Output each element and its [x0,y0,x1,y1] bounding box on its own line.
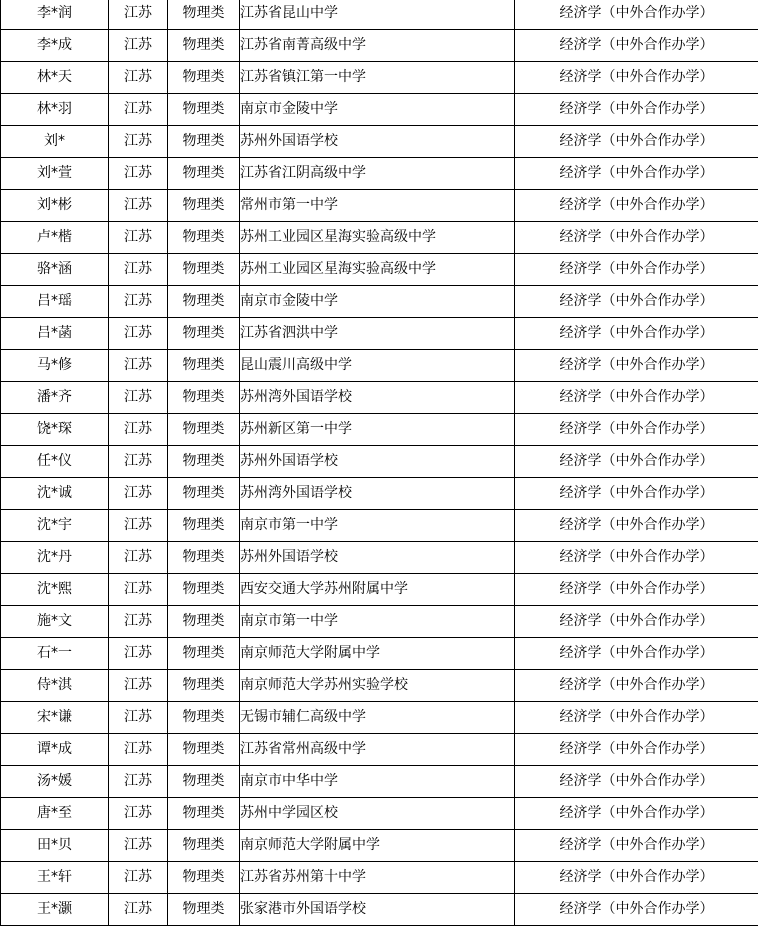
province-cell: 江苏 [109,222,168,254]
province-cell: 江苏 [109,606,168,638]
student-name-cell: 沈*宇 [1,510,109,542]
student-name-cell: 沈*丹 [1,542,109,574]
province-cell: 江苏 [109,94,168,126]
student-name-cell: 吕*瑶 [1,286,109,318]
major-cell: 经济学（中外合作办学） [515,766,758,798]
province-cell: 江苏 [109,734,168,766]
major-cell: 经济学（中外合作办学） [515,670,758,702]
major-cell: 经济学（中外合作办学） [515,414,758,446]
table-row [1,254,758,286]
subject-category-cell: 物理类 [168,254,240,286]
student-name-cell: 吕*菡 [1,318,109,350]
province-cell: 江苏 [109,542,168,574]
student-name-cell: 施*文 [1,606,109,638]
subject-category-cell: 物理类 [168,0,240,30]
province-cell: 江苏 [109,446,168,478]
high-school-cell: 南京师范大学附属中学 [240,830,515,862]
subject-category-cell: 物理类 [168,414,240,446]
high-school-cell: 江苏省苏州第十中学 [240,862,515,894]
student-name-cell: 沈*诚 [1,478,109,510]
high-school-cell: 苏州湾外国语学校 [240,382,515,414]
table-row [1,318,758,350]
table-row [1,0,758,30]
high-school-cell: 南京师范大学苏州实验学校 [240,670,515,702]
subject-category-cell: 物理类 [168,862,240,894]
major-cell: 经济学（中外合作办学） [515,158,758,190]
province-cell: 江苏 [109,382,168,414]
student-name-cell: 任*仪 [1,446,109,478]
subject-category-cell: 物理类 [168,702,240,734]
table-row [1,510,758,542]
high-school-cell: 张家港市外国语学校 [240,894,515,926]
subject-category-cell: 物理类 [168,126,240,158]
student-name-cell: 李*润 [1,0,109,30]
province-cell: 江苏 [109,830,168,862]
student-name-cell: 唐*至 [1,798,109,830]
student-name-cell: 饶*琛 [1,414,109,446]
subject-category-cell: 物理类 [168,798,240,830]
province-cell: 江苏 [109,190,168,222]
student-name-cell: 马*修 [1,350,109,382]
table-row [1,414,758,446]
high-school-cell: 苏州中学园区校 [240,798,515,830]
major-cell: 经济学（中外合作办学） [515,62,758,94]
subject-category-cell: 物理类 [168,734,240,766]
student-name-cell: 侍*淇 [1,670,109,702]
table-row [1,382,758,414]
admission-table-body [1,0,758,926]
major-cell: 经济学（中外合作办学） [515,734,758,766]
high-school-cell: 西安交通大学苏州附属中学 [240,574,515,606]
subject-category-cell: 物理类 [168,542,240,574]
high-school-cell: 苏州新区第一中学 [240,414,515,446]
high-school-cell: 江苏省昆山中学 [240,0,515,30]
table-row [1,542,758,574]
table-row [1,446,758,478]
province-cell: 江苏 [109,670,168,702]
table-row [1,190,758,222]
high-school-cell: 苏州外国语学校 [240,126,515,158]
subject-category-cell: 物理类 [168,478,240,510]
province-cell: 江苏 [109,0,168,30]
subject-category-cell: 物理类 [168,670,240,702]
major-cell: 经济学（中外合作办学） [515,574,758,606]
student-name-cell: 潘*齐 [1,382,109,414]
student-name-cell: 李*成 [1,30,109,62]
subject-category-cell: 物理类 [168,222,240,254]
student-name-cell: 沈*熙 [1,574,109,606]
major-cell: 经济学（中外合作办学） [515,350,758,382]
high-school-cell: 江苏省泗洪中学 [240,318,515,350]
high-school-cell: 常州市第一中学 [240,190,515,222]
table-row [1,606,758,638]
table-row [1,350,758,382]
province-cell: 江苏 [109,702,168,734]
high-school-cell: 南京市第一中学 [240,510,515,542]
subject-category-cell: 物理类 [168,286,240,318]
major-cell: 经济学（中外合作办学） [515,318,758,350]
major-cell: 经济学（中外合作办学） [515,542,758,574]
province-cell: 江苏 [109,286,168,318]
major-cell: 经济学（中外合作办学） [515,894,758,926]
province-cell: 江苏 [109,798,168,830]
subject-category-cell: 物理类 [168,30,240,62]
major-cell: 经济学（中外合作办学） [515,638,758,670]
province-cell: 江苏 [109,62,168,94]
subject-category-cell: 物理类 [168,190,240,222]
table-row [1,734,758,766]
subject-category-cell: 物理类 [168,510,240,542]
table-row [1,158,758,190]
high-school-cell: 南京师范大学附属中学 [240,638,515,670]
subject-category-cell: 物理类 [168,574,240,606]
table-row [1,798,758,830]
table-row [1,766,758,798]
subject-category-cell: 物理类 [168,350,240,382]
table-row [1,670,758,702]
table-row [1,830,758,862]
province-cell: 江苏 [109,350,168,382]
subject-category-cell: 物理类 [168,446,240,478]
high-school-cell: 江苏省江阴高级中学 [240,158,515,190]
subject-category-cell: 物理类 [168,62,240,94]
province-cell: 江苏 [109,510,168,542]
table-row [1,222,758,254]
major-cell: 经济学（中外合作办学） [515,254,758,286]
student-name-cell: 田*贝 [1,830,109,862]
major-cell: 经济学（中外合作办学） [515,190,758,222]
high-school-cell: 苏州外国语学校 [240,542,515,574]
table-row [1,94,758,126]
table-row [1,286,758,318]
student-name-cell: 卢*楷 [1,222,109,254]
student-name-cell: 骆*涵 [1,254,109,286]
province-cell: 江苏 [109,638,168,670]
major-cell: 经济学（中外合作办学） [515,798,758,830]
student-name-cell: 宋*谦 [1,702,109,734]
province-cell: 江苏 [109,254,168,286]
table-row [1,862,758,894]
major-cell: 经济学（中外合作办学） [515,0,758,30]
province-cell: 江苏 [109,574,168,606]
high-school-cell: 南京市金陵中学 [240,286,515,318]
table-row [1,126,758,158]
table-row [1,638,758,670]
major-cell: 经济学（中外合作办学） [515,382,758,414]
student-name-cell: 刘*萱 [1,158,109,190]
high-school-cell: 无锡市辅仁高级中学 [240,702,515,734]
high-school-cell: 南京市中华中学 [240,766,515,798]
student-name-cell: 刘*彬 [1,190,109,222]
student-name-cell: 刘* [1,126,109,158]
subject-category-cell: 物理类 [168,318,240,350]
student-name-cell: 谭*成 [1,734,109,766]
high-school-cell: 江苏省常州高级中学 [240,734,515,766]
province-cell: 江苏 [109,414,168,446]
student-name-cell: 汤*媛 [1,766,109,798]
province-cell: 江苏 [109,478,168,510]
province-cell: 江苏 [109,894,168,926]
major-cell: 经济学（中外合作办学） [515,222,758,254]
major-cell: 经济学（中外合作办学） [515,94,758,126]
province-cell: 江苏 [109,862,168,894]
high-school-cell: 苏州湾外国语学校 [240,478,515,510]
high-school-cell: 江苏省南菁高级中学 [240,30,515,62]
subject-category-cell: 物理类 [168,894,240,926]
student-name-cell: 林*天 [1,62,109,94]
subject-category-cell: 物理类 [168,638,240,670]
subject-category-cell: 物理类 [168,382,240,414]
major-cell: 经济学（中外合作办学） [515,830,758,862]
student-name-cell: 王*轩 [1,862,109,894]
major-cell: 经济学（中外合作办学） [515,510,758,542]
major-cell: 经济学（中外合作办学） [515,702,758,734]
province-cell: 江苏 [109,158,168,190]
table-row [1,894,758,926]
high-school-cell: 苏州工业园区星海实验高级中学 [240,222,515,254]
subject-category-cell: 物理类 [168,158,240,190]
student-name-cell: 王*灏 [1,894,109,926]
student-name-cell: 石*一 [1,638,109,670]
major-cell: 经济学（中外合作办学） [515,286,758,318]
table-row [1,30,758,62]
table-row [1,702,758,734]
high-school-cell: 昆山震川高级中学 [240,350,515,382]
major-cell: 经济学（中外合作办学） [515,862,758,894]
major-cell: 经济学（中外合作办学） [515,30,758,62]
high-school-cell: 南京市金陵中学 [240,94,515,126]
subject-category-cell: 物理类 [168,94,240,126]
province-cell: 江苏 [109,318,168,350]
table-row [1,574,758,606]
subject-category-cell: 物理类 [168,830,240,862]
high-school-cell: 江苏省镇江第一中学 [240,62,515,94]
high-school-cell: 苏州工业园区星海实验高级中学 [240,254,515,286]
subject-category-cell: 物理类 [168,606,240,638]
province-cell: 江苏 [109,126,168,158]
high-school-cell: 苏州外国语学校 [240,446,515,478]
table-row [1,478,758,510]
province-cell: 江苏 [109,30,168,62]
province-cell: 江苏 [109,766,168,798]
major-cell: 经济学（中外合作办学） [515,606,758,638]
major-cell: 经济学（中外合作办学） [515,446,758,478]
major-cell: 经济学（中外合作办学） [515,126,758,158]
subject-category-cell: 物理类 [168,766,240,798]
major-cell: 经济学（中外合作办学） [515,478,758,510]
student-name-cell: 林*羽 [1,94,109,126]
table-row [1,62,758,94]
high-school-cell: 南京市第一中学 [240,606,515,638]
